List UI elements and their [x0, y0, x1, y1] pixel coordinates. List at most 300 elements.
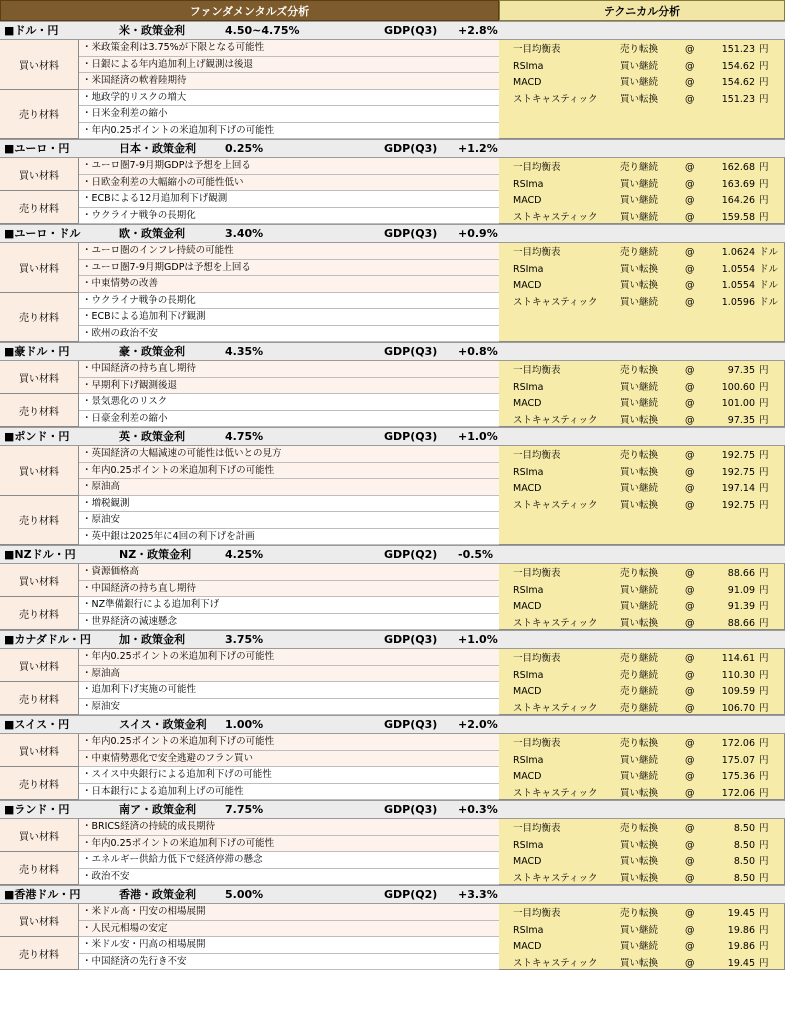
indicator-name: 一目均衡表	[513, 365, 561, 376]
pair-header	[0, 21, 785, 40]
technical-row	[499, 938, 785, 955]
technical-row	[499, 752, 785, 769]
sell-factor-item: ・政治不安	[79, 869, 499, 886]
sell-factors-label: 売り材料	[0, 852, 79, 885]
pair-body	[0, 361, 785, 427]
sell-factor-item: ・世界経済の減速懸念	[79, 614, 499, 631]
policy-rate-value: 7.75%	[225, 803, 264, 816]
at-mark: @	[685, 702, 695, 714]
price-unit: 円	[759, 483, 769, 494]
sell-factor-item: ・ECBによる追加利下げ観測	[79, 309, 499, 326]
price: 172.06	[721, 738, 755, 749]
signal: 買い転換	[620, 787, 659, 799]
technical-row	[499, 598, 785, 615]
at-mark: @	[685, 601, 695, 612]
price-unit: 円	[759, 162, 769, 173]
at-mark: @	[685, 77, 695, 88]
technical-section	[499, 158, 785, 224]
price: 101.00	[721, 398, 755, 409]
sell-factor-item: ・日米金利差の縮小	[79, 106, 499, 123]
price-unit: 円	[759, 856, 769, 867]
policy-rate-label: 香港・政策金利	[119, 888, 196, 901]
price-unit: 円	[759, 584, 769, 596]
price: 91.09	[727, 584, 755, 596]
signal: 買い転換	[620, 617, 659, 629]
currency-pair-block	[0, 885, 785, 970]
signal: 買い継続	[620, 211, 659, 223]
pair-body	[0, 243, 785, 342]
buy-factor-item: ・年内0.25ポイントの米追加利下げの可能性	[79, 734, 499, 751]
indicator-name: ストキャスティック	[513, 787, 598, 799]
technical-row	[499, 683, 785, 700]
policy-rate-label: 南ア・政策金利	[119, 803, 196, 816]
sell-factors-label: 売り材料	[0, 682, 79, 715]
sell-factor-item: ・増税観測	[79, 496, 499, 513]
policy-rate-label: 日本・政策金利	[119, 142, 196, 155]
policy-rate-value: 4.25%	[225, 548, 264, 561]
price-unit: 円	[759, 466, 769, 478]
buy-factor-item: ・年内0.25ポイントの米追加利下げの可能性	[79, 463, 499, 480]
at-mark: @	[685, 738, 695, 749]
signal: 売り転換	[620, 568, 659, 579]
gdp-value: +1.0%	[458, 430, 498, 443]
technical-row	[499, 785, 785, 802]
currency-pair-block	[0, 715, 785, 800]
price: 1.0624	[721, 247, 755, 258]
sell-factors-label: 売り材料	[0, 293, 79, 343]
signal: 売り転換	[620, 908, 659, 919]
gdp-label: GDP(Q3)	[384, 633, 438, 646]
policy-rate-label: スイス・政策金利	[119, 718, 207, 731]
gdp-label: GDP(Q3)	[384, 803, 438, 816]
buy-factor-item: ・日欧金利差の大幅縮小の可能性低い	[79, 175, 499, 192]
technical-row	[499, 192, 785, 209]
signal: 売り継続	[620, 702, 659, 714]
gdp-value: +3.3%	[458, 888, 498, 901]
fundamentals-section	[0, 904, 499, 970]
technical-section	[499, 40, 785, 139]
buy-factors-label: 買い材料	[0, 361, 79, 394]
price-unit: 円	[759, 211, 769, 223]
technical-row	[499, 395, 785, 412]
price: 114.61	[721, 653, 755, 664]
indicator-name: ストキャスティック	[513, 617, 598, 629]
at-mark: @	[685, 60, 695, 72]
at-mark: @	[685, 263, 695, 275]
pair-name: ■香港ドル・円	[4, 888, 81, 901]
at-mark: @	[685, 787, 695, 799]
price: 97.35	[727, 365, 755, 376]
at-mark: @	[685, 686, 695, 697]
buy-factor-item: ・年内0.25ポイントの米追加利下げの可能性	[79, 649, 499, 666]
sell-factor-item: ・地政学的リスクの増大	[79, 90, 499, 107]
technical-section	[499, 649, 785, 715]
buy-factor-item: ・中東情勢悪化で安全逃避のフラン買い	[79, 751, 499, 768]
technical-row	[499, 905, 785, 922]
price: 8.50	[733, 856, 755, 867]
buy-factor-item: ・中国経済の持ち直し期待	[79, 361, 499, 378]
currency-pair-block	[0, 21, 785, 139]
technical-row	[499, 922, 785, 939]
price: 175.07	[721, 754, 755, 766]
signal: 買い転換	[620, 499, 659, 511]
buy-factor-item: ・中東情勢の改善	[79, 276, 499, 293]
technical-row	[499, 650, 785, 667]
price-unit: 円	[759, 653, 769, 664]
price-unit: 円	[759, 787, 769, 799]
technical-row	[499, 667, 785, 684]
technical-row	[499, 244, 785, 261]
pair-header	[0, 545, 785, 564]
policy-rate-value: 1.00%	[225, 718, 264, 731]
buy-factors-label: 買い材料	[0, 819, 79, 852]
at-mark: @	[685, 617, 695, 629]
indicator-name: 一目均衡表	[513, 738, 561, 749]
gdp-value: +2.0%	[458, 718, 498, 731]
technical-row	[499, 955, 785, 972]
currency-pair-block	[0, 224, 785, 342]
technical-row	[499, 700, 785, 717]
technical-row	[499, 41, 785, 58]
buy-factors-label: 買い材料	[0, 649, 79, 682]
indicator-name: MACD	[513, 686, 542, 697]
signal: 売り転換	[620, 823, 659, 834]
price-unit: 円	[759, 44, 769, 55]
fundamentals-section	[0, 649, 499, 715]
pair-header	[0, 715, 785, 734]
fundamentals-header: ファンダメンタルズ分析	[0, 0, 499, 21]
technical-row	[499, 735, 785, 752]
sell-factor-item: ・日本銀行による追加利上げの可能性	[79, 784, 499, 801]
pair-header	[0, 139, 785, 158]
at-mark: @	[685, 872, 695, 884]
signal: 買い転換	[620, 466, 659, 478]
fundamentals-section	[0, 243, 499, 342]
at-mark: @	[685, 941, 695, 952]
sell-factor-item: ・ECBによる12月追加利下げ観測	[79, 191, 499, 208]
buy-factors-label: 買い材料	[0, 40, 79, 90]
signal: 買い継続	[620, 77, 659, 88]
at-mark: @	[685, 247, 695, 258]
indicator-name: ストキャスティック	[513, 957, 598, 969]
sell-factors-label: 売り材料	[0, 90, 79, 140]
signal: 売り継続	[620, 653, 659, 664]
technical-row	[499, 294, 785, 311]
price: 1.0554	[721, 280, 755, 291]
currency-pair-block	[0, 630, 785, 715]
price: 109.59	[721, 686, 755, 697]
signal: 売り継続	[620, 247, 659, 258]
at-mark: @	[685, 771, 695, 782]
price-unit: 円	[759, 702, 769, 714]
pair-body	[0, 564, 785, 630]
pair-header	[0, 427, 785, 446]
signal: 買い転換	[620, 872, 659, 884]
technical-header: テクニカル分析	[499, 0, 785, 21]
buy-factor-item: ・ユーロ圏7-9月期GDPは予想を上回る	[79, 158, 499, 175]
technical-row	[499, 91, 785, 108]
signal: 買い継続	[620, 381, 659, 393]
at-mark: @	[685, 856, 695, 867]
technical-row	[499, 74, 785, 91]
sell-factor-item: ・日豪金利差の縮小	[79, 411, 499, 428]
signal: 買い継続	[620, 195, 659, 206]
at-mark: @	[685, 178, 695, 190]
fundamentals-section	[0, 819, 499, 885]
at-mark: @	[685, 365, 695, 376]
pair-body	[0, 446, 785, 545]
fundamentals-section	[0, 564, 499, 630]
indicator-name: 一目均衡表	[513, 823, 561, 834]
at-mark: @	[685, 584, 695, 596]
technical-row	[499, 615, 785, 632]
pair-name: ■ポンド・円	[4, 430, 70, 443]
buy-factors-label: 買い材料	[0, 564, 79, 597]
price-unit: 円	[759, 839, 769, 851]
pair-name: ■カナダドル・円	[4, 633, 91, 646]
price-unit: 円	[759, 941, 769, 952]
pair-body	[0, 40, 785, 139]
currency-pair-block	[0, 545, 785, 630]
at-mark: @	[685, 839, 695, 851]
sell-factor-item: ・原油安	[79, 699, 499, 716]
gdp-value: +0.3%	[458, 803, 498, 816]
gdp-value: +1.0%	[458, 633, 498, 646]
policy-rate-value: 3.40%	[225, 227, 264, 240]
buy-factor-item: ・BRICS経済の持続的成長期待	[79, 819, 499, 836]
indicator-name: RSIma	[513, 584, 544, 596]
indicator-name: 一目均衡表	[513, 568, 561, 579]
price-unit: 円	[759, 823, 769, 834]
technical-row	[499, 497, 785, 514]
policy-rate-label: 欧・政策金利	[119, 227, 185, 240]
price-unit: 円	[759, 601, 769, 612]
at-mark: @	[685, 381, 695, 393]
gdp-label: GDP(Q3)	[384, 718, 438, 731]
technical-row	[499, 768, 785, 785]
policy-rate-value: 4.75%	[225, 430, 264, 443]
indicator-name: RSIma	[513, 263, 544, 275]
price: 1.0554	[721, 263, 755, 275]
price-unit: ドル	[759, 263, 779, 275]
buy-factor-item: ・英国経済の大幅減速の可能性は低いとの見方	[79, 446, 499, 463]
indicator-name: RSIma	[513, 754, 544, 766]
technical-row	[499, 565, 785, 582]
fundamentals-section	[0, 40, 499, 139]
price-unit: 円	[759, 686, 769, 697]
signal: 買い継続	[620, 398, 659, 409]
price: 151.23	[721, 93, 755, 105]
signal: 買い転換	[620, 263, 659, 275]
technical-row	[499, 480, 785, 497]
buy-factor-item: ・資源価格高	[79, 564, 499, 581]
price-unit: 円	[759, 381, 769, 393]
buy-factor-item: ・年内0.25ポイントの米追加利下げの可能性	[79, 836, 499, 853]
price: 175.36	[721, 771, 755, 782]
gdp-value: +0.8%	[458, 345, 498, 358]
indicator-name: RSIma	[513, 178, 544, 190]
technical-row	[499, 582, 785, 599]
at-mark: @	[685, 908, 695, 919]
indicator-name: 一目均衡表	[513, 908, 561, 919]
technical-section	[499, 243, 785, 342]
fundamentals-section	[0, 446, 499, 545]
technical-section	[499, 361, 785, 427]
pair-name: ■ドル・円	[4, 24, 59, 37]
currency-pair-block	[0, 427, 785, 545]
price-unit: 円	[759, 908, 769, 919]
technical-section	[499, 904, 785, 970]
policy-rate-value: 4.50~4.75%	[225, 24, 300, 37]
policy-rate-label: 米・政策金利	[119, 24, 185, 37]
indicator-name: RSIma	[513, 60, 544, 72]
at-mark: @	[685, 754, 695, 766]
pair-body	[0, 904, 785, 970]
gdp-label: GDP(Q2)	[384, 548, 438, 561]
price: 8.50	[733, 839, 755, 851]
at-mark: @	[685, 823, 695, 834]
buy-factor-item: ・日銀による年内追加利上げ観測は後退	[79, 57, 499, 74]
at-mark: @	[685, 450, 695, 461]
signal: 買い継続	[620, 60, 659, 72]
sell-factor-item: ・景気悪化のリスク	[79, 394, 499, 411]
buy-factor-item: ・中国経済の持ち直し期待	[79, 581, 499, 598]
buy-factor-item: ・ユーロ圏7-9月期GDPは予想を上回る	[79, 260, 499, 277]
at-mark: @	[685, 93, 695, 105]
sell-factor-item: ・英中銀は2025年に4回の利下げを計画	[79, 529, 499, 546]
gdp-value: -0.5%	[458, 548, 494, 561]
indicator-name: MACD	[513, 77, 542, 88]
signal: 売り継続	[620, 162, 659, 173]
technical-section	[499, 734, 785, 800]
technical-row	[499, 58, 785, 75]
indicator-name: 一目均衡表	[513, 653, 561, 664]
sell-factors-label: 売り材料	[0, 937, 79, 970]
at-mark: @	[685, 483, 695, 494]
price-unit: 円	[759, 568, 769, 579]
price-unit: 円	[759, 195, 769, 206]
indicator-name: ストキャスティック	[513, 702, 598, 714]
price: 91.39	[727, 601, 755, 612]
price-unit: ドル	[759, 247, 779, 258]
policy-rate-label: NZ・政策金利	[119, 548, 192, 561]
pair-name: ■ランド・円	[4, 803, 70, 816]
at-mark: @	[685, 414, 695, 426]
price: 192.75	[721, 466, 755, 478]
signal: 買い継続	[620, 771, 659, 782]
gdp-label: GDP(Q2)	[384, 888, 438, 901]
pair-name: ■豪ドル・円	[4, 345, 70, 358]
signal: 買い転換	[620, 839, 659, 851]
price: 162.68	[721, 162, 755, 173]
gdp-label: GDP(Q3)	[384, 142, 438, 155]
gdp-value: +2.8%	[458, 24, 498, 37]
indicator-name: 一目均衡表	[513, 162, 561, 173]
pair-body	[0, 158, 785, 224]
price: 163.69	[721, 178, 755, 190]
price-unit: 円	[759, 957, 769, 969]
price: 8.50	[733, 872, 755, 884]
price: 159.58	[721, 211, 755, 223]
technical-row	[499, 853, 785, 870]
gdp-value: +0.9%	[458, 227, 498, 240]
at-mark: @	[685, 957, 695, 969]
sell-factor-item: ・欧州の政治不安	[79, 326, 499, 343]
price: 172.06	[721, 787, 755, 799]
currency-pair-block	[0, 800, 785, 885]
price-unit: 円	[759, 60, 769, 72]
sell-factor-item: ・ウクライナ戦争の長期化	[79, 208, 499, 225]
signal: 売り転換	[620, 738, 659, 749]
sell-factor-item: ・スイス中央銀行による追加利下げの可能性	[79, 767, 499, 784]
currency-pair-block	[0, 139, 785, 224]
buy-factors-label: 買い材料	[0, 904, 79, 937]
price-unit: 円	[759, 414, 769, 426]
price-unit: 円	[759, 754, 769, 766]
pair-body	[0, 819, 785, 885]
technical-row	[499, 464, 785, 481]
technical-row	[499, 870, 785, 887]
signal: 買い継続	[620, 924, 659, 936]
indicator-name: ストキャスティック	[513, 414, 598, 426]
policy-rate-value: 0.25%	[225, 142, 264, 155]
technical-section	[499, 446, 785, 545]
indicator-name: ストキャスティック	[513, 296, 598, 308]
buy-factors-label: 買い材料	[0, 243, 79, 293]
at-mark: @	[685, 669, 695, 681]
price-unit: ドル	[759, 280, 779, 291]
gdp-label: GDP(Q3)	[384, 345, 438, 358]
sell-factor-item: ・エネルギー供給力低下で経済停滞の懸念	[79, 852, 499, 869]
price: 154.62	[721, 60, 755, 72]
indicator-name: MACD	[513, 483, 542, 494]
technical-row	[499, 362, 785, 379]
price: 88.66	[727, 617, 755, 629]
signal: 買い継続	[620, 601, 659, 612]
policy-rate-label: 加・政策金利	[119, 633, 185, 646]
indicator-name: MACD	[513, 601, 542, 612]
signal: 買い転換	[620, 93, 659, 105]
indicator-name: 一目均衡表	[513, 44, 561, 55]
at-mark: @	[685, 211, 695, 223]
technical-row	[499, 261, 785, 278]
fundamentals-section	[0, 734, 499, 800]
sell-factor-item: ・追加利下げ実施の可能性	[79, 682, 499, 699]
indicator-name: MACD	[513, 941, 542, 952]
indicator-name: RSIma	[513, 839, 544, 851]
price-unit: 円	[759, 499, 769, 511]
at-mark: @	[685, 499, 695, 511]
buy-factors-label: 買い材料	[0, 734, 79, 767]
price: 8.50	[733, 823, 755, 834]
sell-factor-item: ・年内0.25ポイントの米追加利下げの可能性	[79, 123, 499, 140]
indicator-name: ストキャスティック	[513, 872, 598, 884]
currency-pair-block	[0, 342, 785, 427]
price: 151.23	[721, 44, 755, 55]
price-unit: 円	[759, 738, 769, 749]
at-mark: @	[685, 44, 695, 55]
price-unit: 円	[759, 669, 769, 681]
sell-factors-label: 売り材料	[0, 597, 79, 630]
pair-name: ■NZドル・円	[4, 548, 76, 561]
indicator-name: RSIma	[513, 924, 544, 936]
technical-row	[499, 379, 785, 396]
sell-factors-label: 売り材料	[0, 394, 79, 427]
pair-header	[0, 630, 785, 649]
signal: 買い継続	[620, 483, 659, 494]
signal: 買い継続	[620, 296, 659, 308]
price-unit: 円	[759, 617, 769, 629]
